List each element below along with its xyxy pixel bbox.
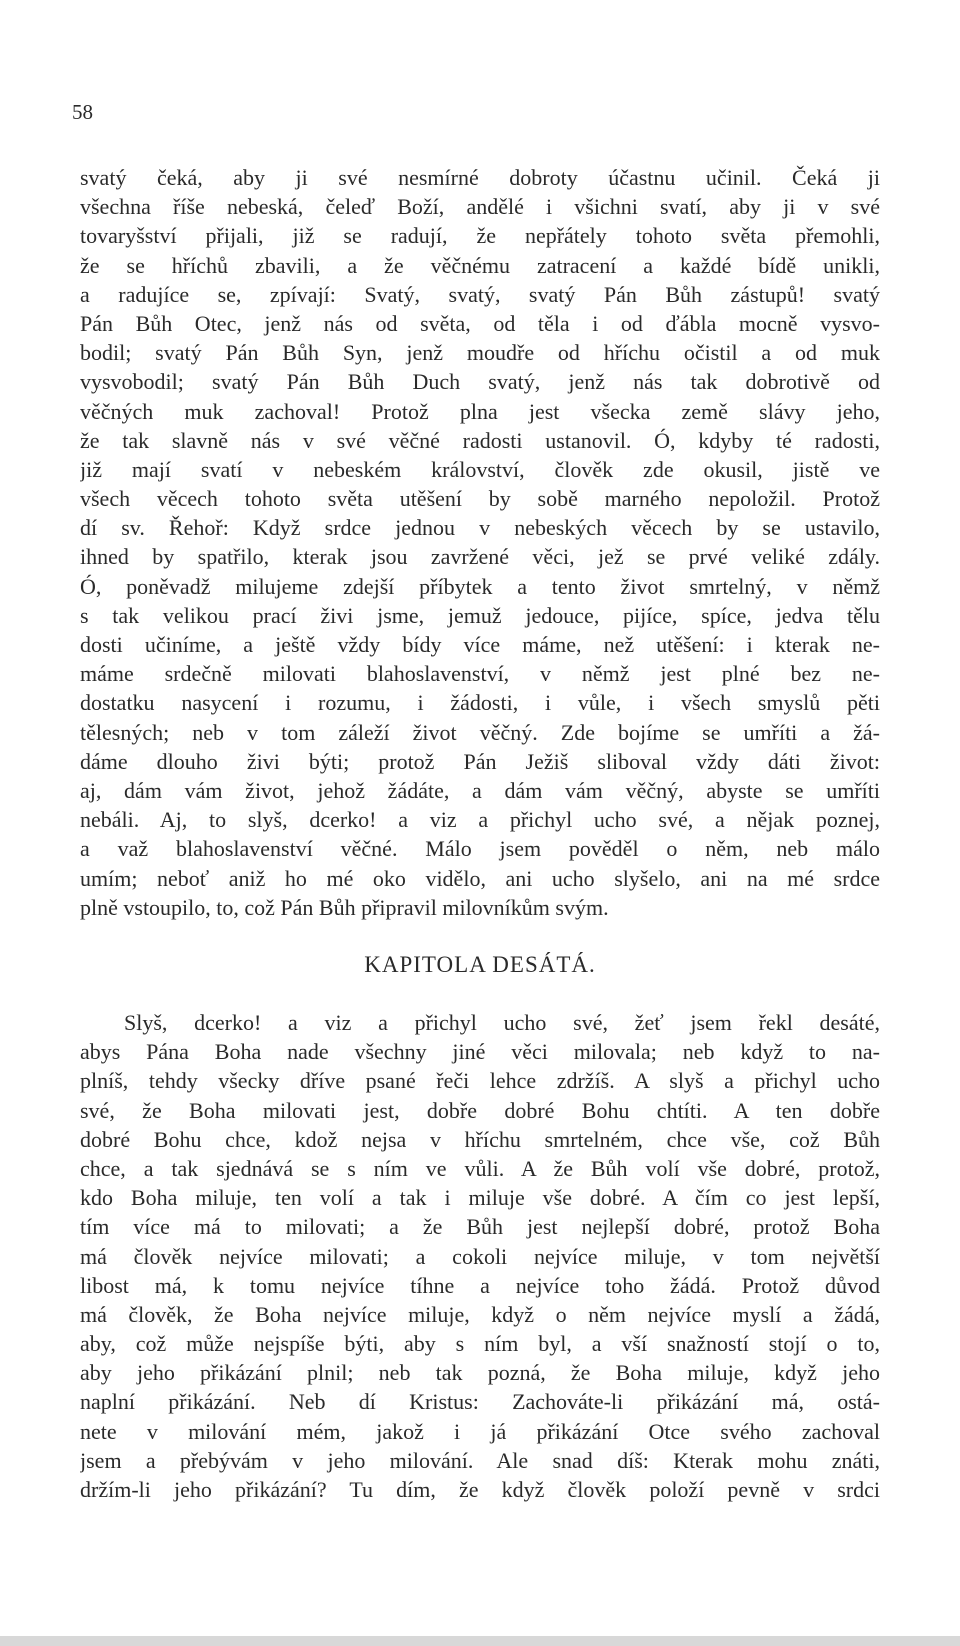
text-line: držím-li jeho přikázání? Tu dím, že když člověk položí pevně v srdci <box>80 1477 880 1502</box>
text-line: ihned by spatřilo, kterak jsou zavržené věci, jež se prvé veliké zdály. <box>80 544 880 570</box>
text-line: všechna říše nebeská, čeleď Boží, andělé i všichni svatí, aby ji v své <box>80 194 880 220</box>
text-line: jsem a přebývám v jeho milování. Ale snad díš: Kterak mohu znáti, <box>80 1447 880 1473</box>
text-line: plně vstoupilo, to, což Pán Bůh připravil milovníkům svým. <box>80 894 609 920</box>
text-line: tělesných; neb v tom záleží život věčný. Zde bojíme se umříti a žá- <box>80 719 880 745</box>
text-line: tím více má to milovati; a že Bůh jest nejlepší dobré, protož Boha <box>80 1214 880 1240</box>
text-line: že tak slavně nás v své věčné radosti ustanovil. Ó, kdyby té radosti, <box>80 427 880 453</box>
text-line: že se hříchů zbavili, a že věčnému zatracení a každé bídě unikli, <box>80 252 880 278</box>
text-line: Slyš, dcerko! a viz a přichyl ucho své, žeť jsem řekl desáté, <box>124 1010 880 1035</box>
text-line: dí sv. Řehoř: Když srdce jednou v nebeských věcech by se ustavilo, <box>80 515 880 541</box>
text-line: aby, což může nejspíše býti, aby s ním byl, a vší snažností stojí o to, <box>80 1331 880 1357</box>
text-line: Ó, poněvadž milujeme zdejší příbytek a tento život smrtelný, v němž <box>80 573 880 599</box>
text-line: aj, dám vám život, jehož žádáte, a dám vám věčný, abyste se umříti <box>80 777 880 803</box>
text-line: a važ blahoslavenství věčné. Málo jsem pověděl o něm, neb málo <box>80 836 880 862</box>
chapter-title: KAPITOLA DESÁTÁ. <box>364 952 596 977</box>
text-line: věčných muk zachoval! Protož plna jest všecka země slávy jeho, <box>80 398 880 424</box>
text-line: tovaryšství přijali, již se radují, že nepřátely tohoto světa přemohli, <box>80 223 880 249</box>
text-line: dostatku nasycení i rozumu, i žádosti, i vůle, i všech smyslů pěti <box>80 690 880 716</box>
text-line: aby jeho přikázání plnil; neb tak pozná, že Boha miluje, když jeho <box>80 1360 880 1386</box>
text-line: dáme dlouho živi býti; protož Pán Ježiš sliboval vždy dáti život: <box>80 748 880 774</box>
page-number: 58 <box>72 100 93 124</box>
text-line: abys Pána Boha nade všechny jiné věci milovala; neb když to na- <box>80 1039 880 1065</box>
text-line: libost má, k tomu nejvíce tíhne a nejvíce toho žádá. Protož důvod <box>80 1272 880 1298</box>
text-line: má člověk nejvíce milovati; a cokoli nejvíce miluje, v tom největší <box>80 1243 880 1269</box>
text-line: Pán Bůh Otec, jenž nás od světa, od těla i od ďábla mocně vysvo- <box>80 310 880 336</box>
text-line: plníš, tehdy všecky dříve psané řeči lehce zdržíš. A slyš a přichyl ucho <box>80 1068 880 1094</box>
paragraph-block-1 <box>80 163 880 922</box>
scan-bottom-edge <box>0 1636 960 1646</box>
text-line: dobré Bohu chce, kdož nejsa v hříchu smrtelném, chce vše, což Bůh <box>80 1126 880 1152</box>
text-line: dosti učiníme, a ještě vždy bídy více máme, než utěšení: i kterak ne- <box>80 632 880 657</box>
text-line: nebáli. Aj, to slyš, dcerko! a viz a přichyl ucho své, a nějak poznej, <box>80 807 880 833</box>
text-line: své, že Boha milovati jest, dobře dobré Bohu chtíti. A ten dobře <box>80 1097 880 1123</box>
text-line: s tak velikou prací živi jsme, jemuž jedouce, pijíce, spíce, jedva tělu <box>80 602 880 628</box>
text-line: naplní přikázání. Neb dí Kristus: Zachováte-li přikázání má, ostá- <box>80 1389 880 1415</box>
text-line: a radujíce se, zpívají: Svatý, svatý, svatý Pán Bůh zástupů! svatý <box>80 281 880 307</box>
text-line: již mají svatí v nebeském království, člověk zde okusil, jistě ve <box>80 456 880 482</box>
text-line: vysvobodil; svatý Pán Bůh Duch svatý, jenž nás tak dobrotivě od <box>80 369 880 395</box>
text-line: svatý čeká, aby ji své nesmírné dobroty účastnu učinil. Čeká ji <box>80 165 880 190</box>
text-line: kdo Boha miluje, ten volí a tak i miluje vše dobré. A čím co jest lepší, <box>80 1185 880 1211</box>
paragraph-block-2 <box>80 1008 880 1504</box>
text-line: nete v milování mém, jakož i já přikázání Otce svého zachoval <box>80 1418 880 1444</box>
text-line: chce, a tak sjednává se s ním ve vůli. A že Bůh volí vše dobré, protož, <box>80 1155 880 1181</box>
text-line: bodil; svatý Pán Bůh Syn, jenž moudře od hříchu očistil a od muk <box>80 340 880 366</box>
text-line: máme srdečně milovati blahoslavenství, v němž jest plné bez ne- <box>80 661 880 687</box>
text-line: všech věcech tohoto světa utěšení by sobě marného nepoložil. Protož <box>80 486 880 512</box>
text-line: umím; neboť aniž ho mé oko vidělo, ani ucho slyšelo, ani na mé srdce <box>80 865 880 891</box>
text-line: má člověk, že Boha nejvíce miluje, když o něm nejvíce myslí a žádá, <box>80 1301 880 1327</box>
